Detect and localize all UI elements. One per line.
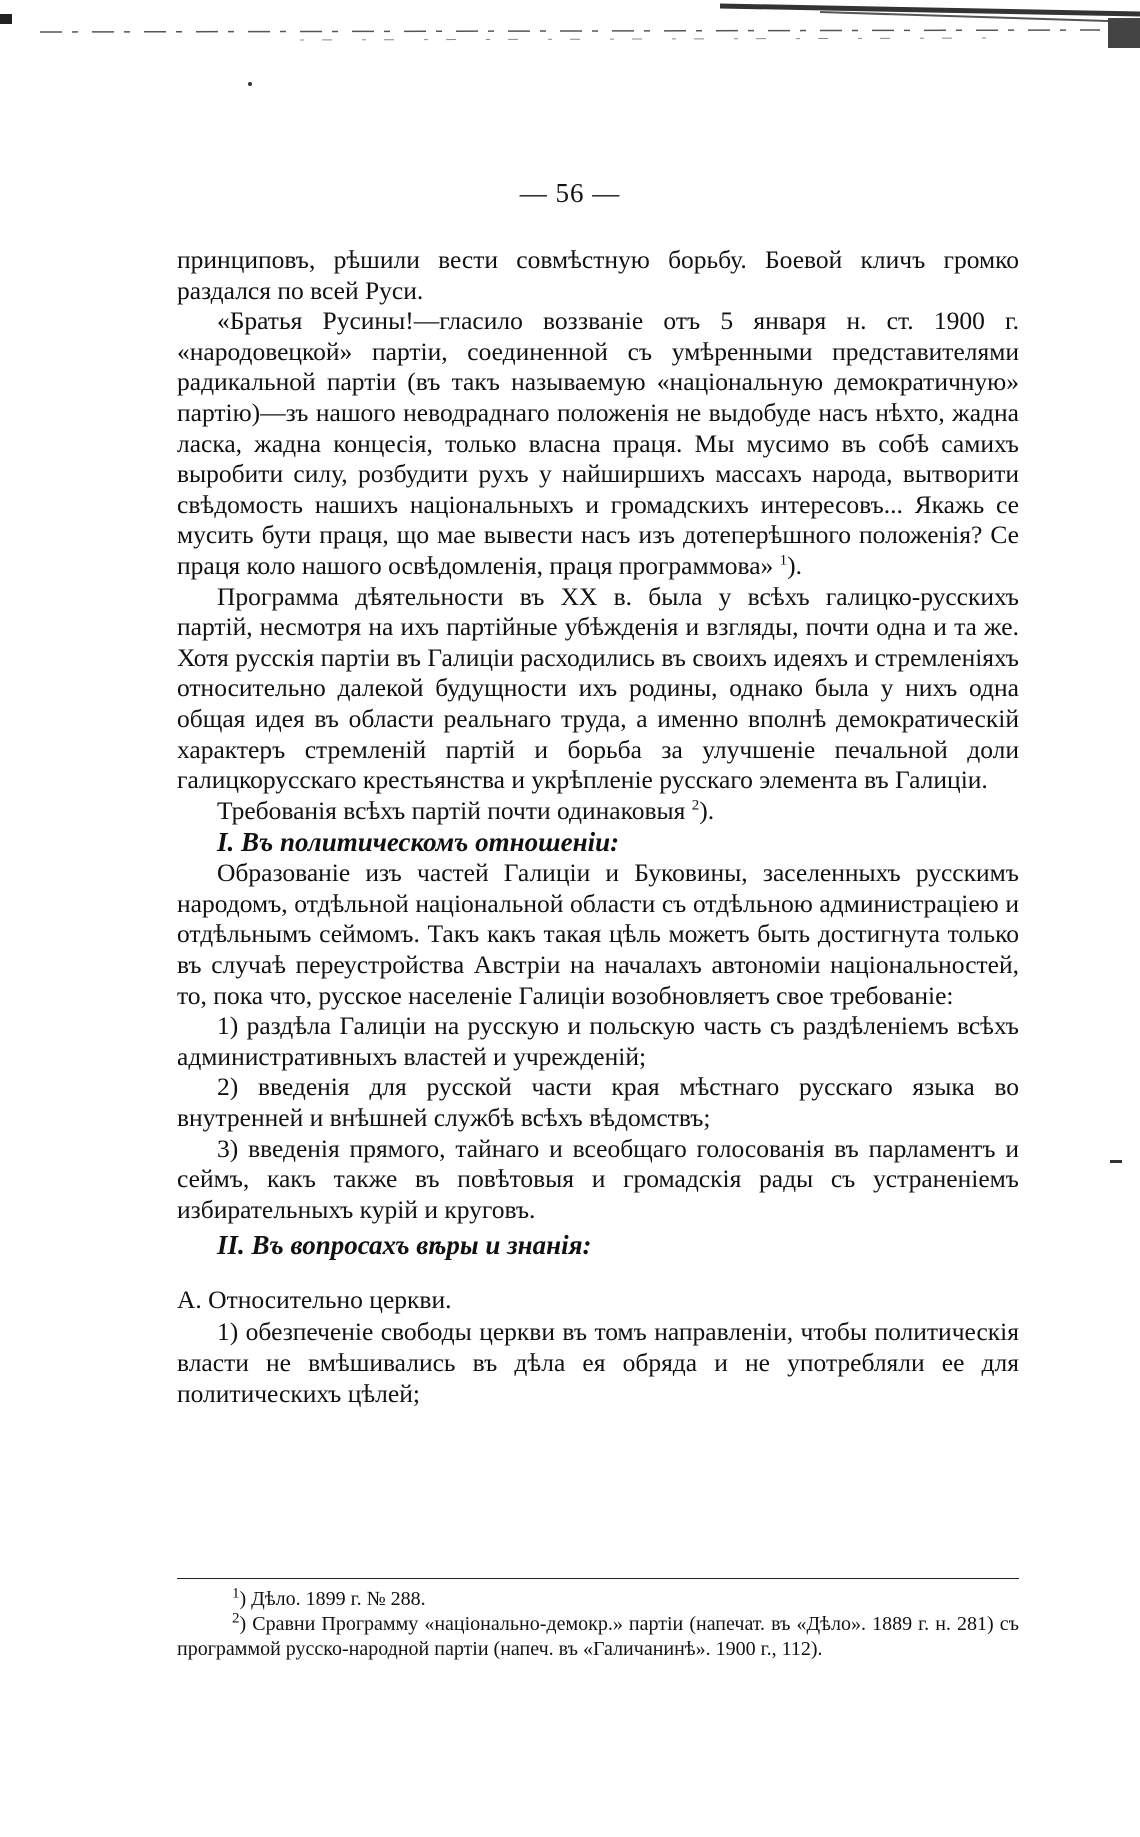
paragraph-autonomy: Образованіе изъ частей Галиціи и Буковины, заселенныхъ русскимъ народомъ, отдѣльной національной области съ отдѣльною администраціею и отдѣльнымъ сеймомъ. Такъ какъ такая цѣль можетъ быть достигнута только въ случаѣ переустройства Австріи на началахъ автономіи національностей, то, пока что, русское населеніе Галиціи возобновляетъ свое требованіе: xyxy=(177,858,1019,1010)
section-heading-political: I. Въ политическомъ отношеніи: xyxy=(217,827,620,858)
footnote-2 xyxy=(177,1612,1019,1662)
list-item-1: 1) раздѣла Галиціи на русскую и польскую часть съ раздѣленіемъ всѣхъ административныхъ властей и учрежденій; xyxy=(177,1011,1019,1071)
subsection-heading-church: А. Относительно церкви. xyxy=(177,1285,452,1315)
section-heading-faith: II. Въ вопросахъ вѣры и знанія: xyxy=(217,1230,592,1261)
footnote-ref-2: 2 xyxy=(691,797,700,814)
demands-text: Требованія всѣхъ партій почти одинаковыя xyxy=(217,795,686,825)
list-item-2: 2) введенія для русской части края мѣстнаго русскаго языка во внутренней и внѣшней службѣ всѣхъ вѣдомствъ; xyxy=(177,1072,1019,1133)
footnote-2-text: ) Сравни Программу «національно-демокр.» партіи (напечат. въ «Дѣло». 1889 г. н. 281) съ программой русско-народной партіи (напеч. въ «Галичанинѣ». 1900 г., 112). xyxy=(177,1613,1019,1660)
paragraph-program: Программа дѣятельности въ XX в. была у всѣхъ галицко-русскихъ партій, несмотря на ихъ партійные убѣжденія и взгляды, почти одна и та же. Хотя русскія партіи въ Галиціи расходились въ своихъ идеяхъ и стремленіяхъ относительно далекой будущности ихъ родины, однако была у нихъ одна общая идея въ области реальнаго труда, а именно вполнѣ демократическій характеръ стремленій партій и борьба за улучшеніе печальной доли галицкорусскаго крестьянства и укрѣпленіе русскаго элемента въ Галиціи. xyxy=(177,581,1019,795)
paragraph-appeal xyxy=(177,306,1019,581)
appeal-text: «Братья Русины!—гласило воззваніе отъ 5 января н. ст. 1900 г. «народовецкой» партіи, соединенной съ умѣренными представителями радикальной партіи (въ такъ называемую «національную демократичную» партію)—зъ нашого неводраднаго положенія не выдобуде насъ нѣхто, жадна ласка, жадна концесія, только власна праця. Мы мусимо въ собѣ самихъ выробити силу, розбудити рухъ у найширшихъ массахъ народа, вытворити свѣдомость нашихъ національныхъ и громадскихъ интересовъ... Якажь се мусить бути праця, що мае вывести насъ изъ дотеперѣшного положенія? Се праця коло нашого освѣдомленія, праця программова» xyxy=(177,306,1019,580)
list-item-church-1: 1) обезпеченіе свободы церкви въ томъ направленіи, чтобы политическія власти не вмѣшивались въ дѣла ея обряда и не употребляли ее для политическихъ цѣлей; xyxy=(177,1317,1019,1408)
footnote-2-mark: 2 xyxy=(232,1610,240,1627)
appeal-end: ). xyxy=(787,550,803,580)
margin-mark xyxy=(1110,1160,1122,1163)
margin-speck xyxy=(248,82,252,86)
demands-end: ). xyxy=(699,795,715,825)
footnote-ref-1: 1 xyxy=(779,552,788,569)
paragraph-demands xyxy=(177,796,1019,827)
footnote-1 xyxy=(177,1587,1019,1612)
footnote-1-mark: 1 xyxy=(232,1585,240,1602)
list-item-3: 3) введенія прямого, тайнаго и всеобщаго голосованія въ парламентъ и сеймъ, какъ также въ повѣтовыя и громадскія рады съ устраненіемъ избирательныхъ курій и круговъ. xyxy=(177,1133,1019,1224)
page-number: — 56 — xyxy=(519,178,621,208)
footnotes xyxy=(177,1578,1019,1662)
main-text xyxy=(177,245,1019,1409)
footnote-1-text: ) Дѣло. 1899 г. № 288. xyxy=(239,1588,426,1610)
scan-edge-artifacts xyxy=(0,0,1140,60)
paragraph-continuation: принциповъ, рѣшили вести совмѣстную борьбу. Боевой кличъ громко раздался по всей Руси. xyxy=(177,245,1019,305)
